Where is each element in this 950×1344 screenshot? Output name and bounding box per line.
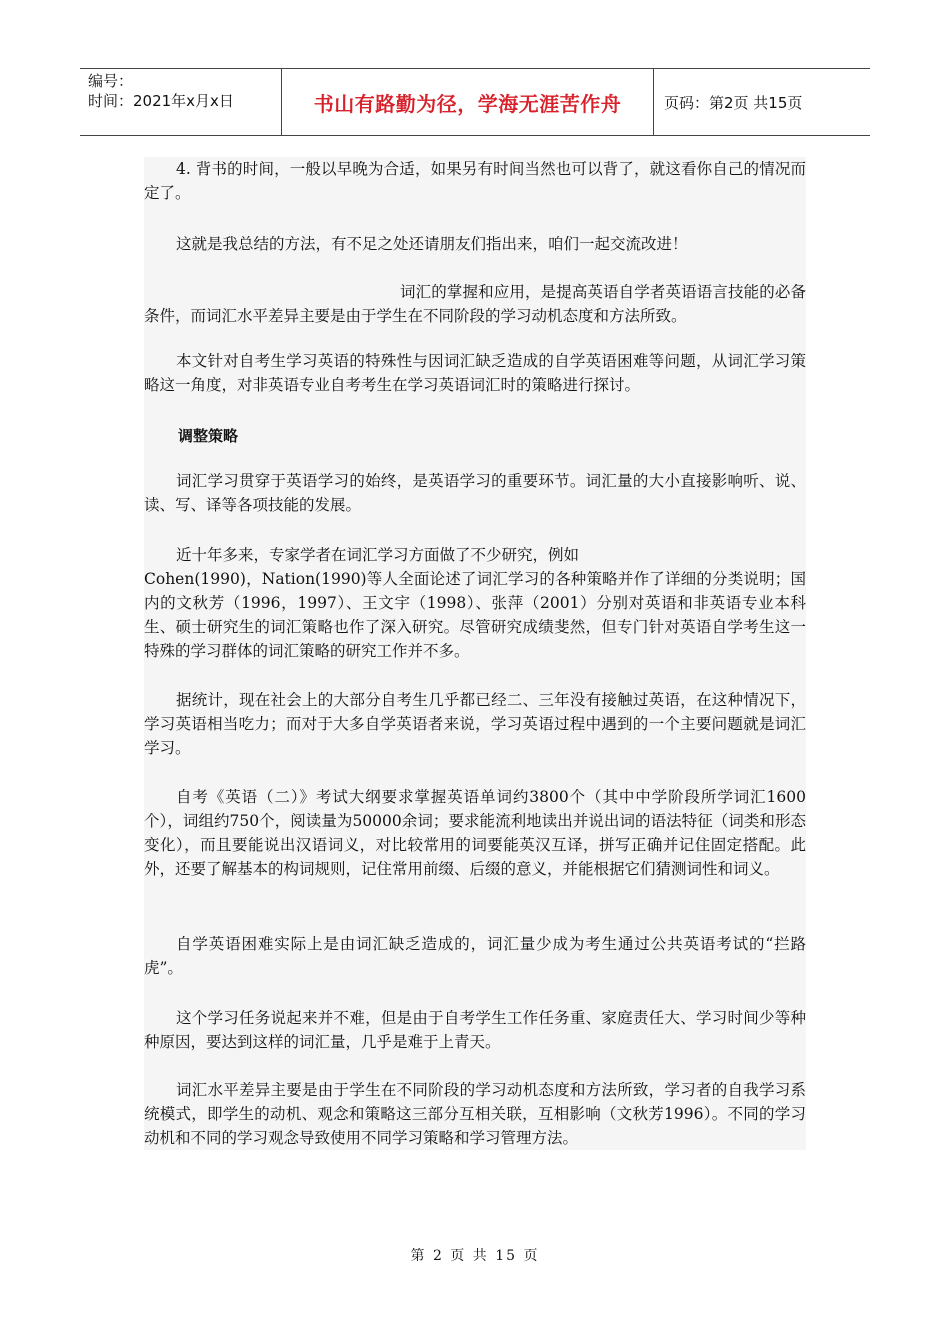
paragraph-10: 这个学习任务说起来并不难，但是由于自考学生工作任务重、家庭责任大、学习时间少等种种原因，要达到这样的词汇量，几乎是难于上青天。 — [144, 1009, 806, 1051]
number-label: 编号： — [88, 72, 134, 90]
paragraph-9: 自学英语困难实际上是由词汇缺乏造成的，词汇量少成为考生通过公共英语考试的“拦路虎”。 — [144, 935, 806, 977]
document-body — [144, 157, 806, 1150]
paragraph-6-intro: 近十年多来，专家学者在词汇学习方面做了不少研究，例如 — [176, 546, 580, 564]
paragraph-3: 词汇的掌握和应用，是提高英语自学者英语语言技能的必备条件，而词汇水平差异主要是由于学生在不同阶段的学习动机态度和方法所致。 — [144, 283, 806, 325]
paragraph-8: 自考《英语（二）》考试大纲要求掌握英语单词约3800个（其中中学阶段所学词汇1600个），词组约750个，阅读量为50000余词；要求能流利地读出并说出词的语法特征（词类和形态变化），而且要能说出汉语词义，对比较常用的词要能英汉互译，拼写正确并记住固定搭配。此外，还要了解基本的构词规则，记住常用前缀、后缀的意义，并能根据它们猜测词性和词义。 — [144, 788, 806, 878]
header-motto: 书山有路勤为径，学海无涯苦作舟 — [282, 69, 654, 135]
paragraph-5: 词汇学习贯穿于英语学习的始终，是英语学习的重要环节。词汇量的大小直接影响听、说、读、写、译等各项技能的发展。 — [144, 472, 806, 514]
paragraph-11: 词汇水平差异主要是由于学生在不同阶段的学习动机态度和方法所致，学习者的自我学习系统模式，即学生的动机、观念和策略这三部分互相关联，互相影响（文秋芳1996）。不同的学习动机和不同的学习观念导致使用不同学习策略和学习管理方法。 — [144, 1081, 806, 1147]
paragraph-6: Cohen(1990)，Nation(1990)等人全面论述了词汇学习的各种策略并作了详细的分类说明；国内的文秋芳（1996，1997）、王文宇（1998）、张萍（2001）分别对英语和非英语专业本科生、硕士研究生的词汇策略也作了深入研究。尽管研究成绩斐然，但专门针对英语自学考生这一特殊的学习群体的词汇策略的研究工作并不多。 — [144, 570, 806, 660]
time-label: 时间：2021年x月x日 — [88, 92, 234, 110]
paragraph-4: 本文针对自考生学习英语的特殊性与因词汇缺乏造成的自学英语困难等问题，从词汇学习策略这一角度，对非英语专业自考考生在学习英语词汇时的策略进行探讨。 — [144, 352, 806, 394]
paragraph-7: 据统计，现在社会上的大部分自考生几乎都已经二、三年没有接触过英语，在这种情况下，学习英语相当吃力；而对于大多自学英语者来说，学习英语过程中遇到的一个主要问题就是词汇学习。 — [144, 691, 806, 757]
page-header — [80, 68, 870, 136]
header-page-label: 页码：第2页 共15页 — [664, 93, 803, 112]
section-heading: 调整策略 — [178, 427, 239, 445]
paragraph-2: 这就是我总结的方法，有不足之处还请朋友们指出来，咱们一起交流改进！ — [176, 235, 688, 253]
page-footer: 第 2 页 共 15 页 — [410, 1248, 540, 1264]
header-meta — [80, 69, 282, 135]
paragraph-1: 4. 背书的时间，一般以早晚为合适，如果另有时间当然也可以背了，就这看你自己的情况而定了。 — [144, 160, 806, 202]
